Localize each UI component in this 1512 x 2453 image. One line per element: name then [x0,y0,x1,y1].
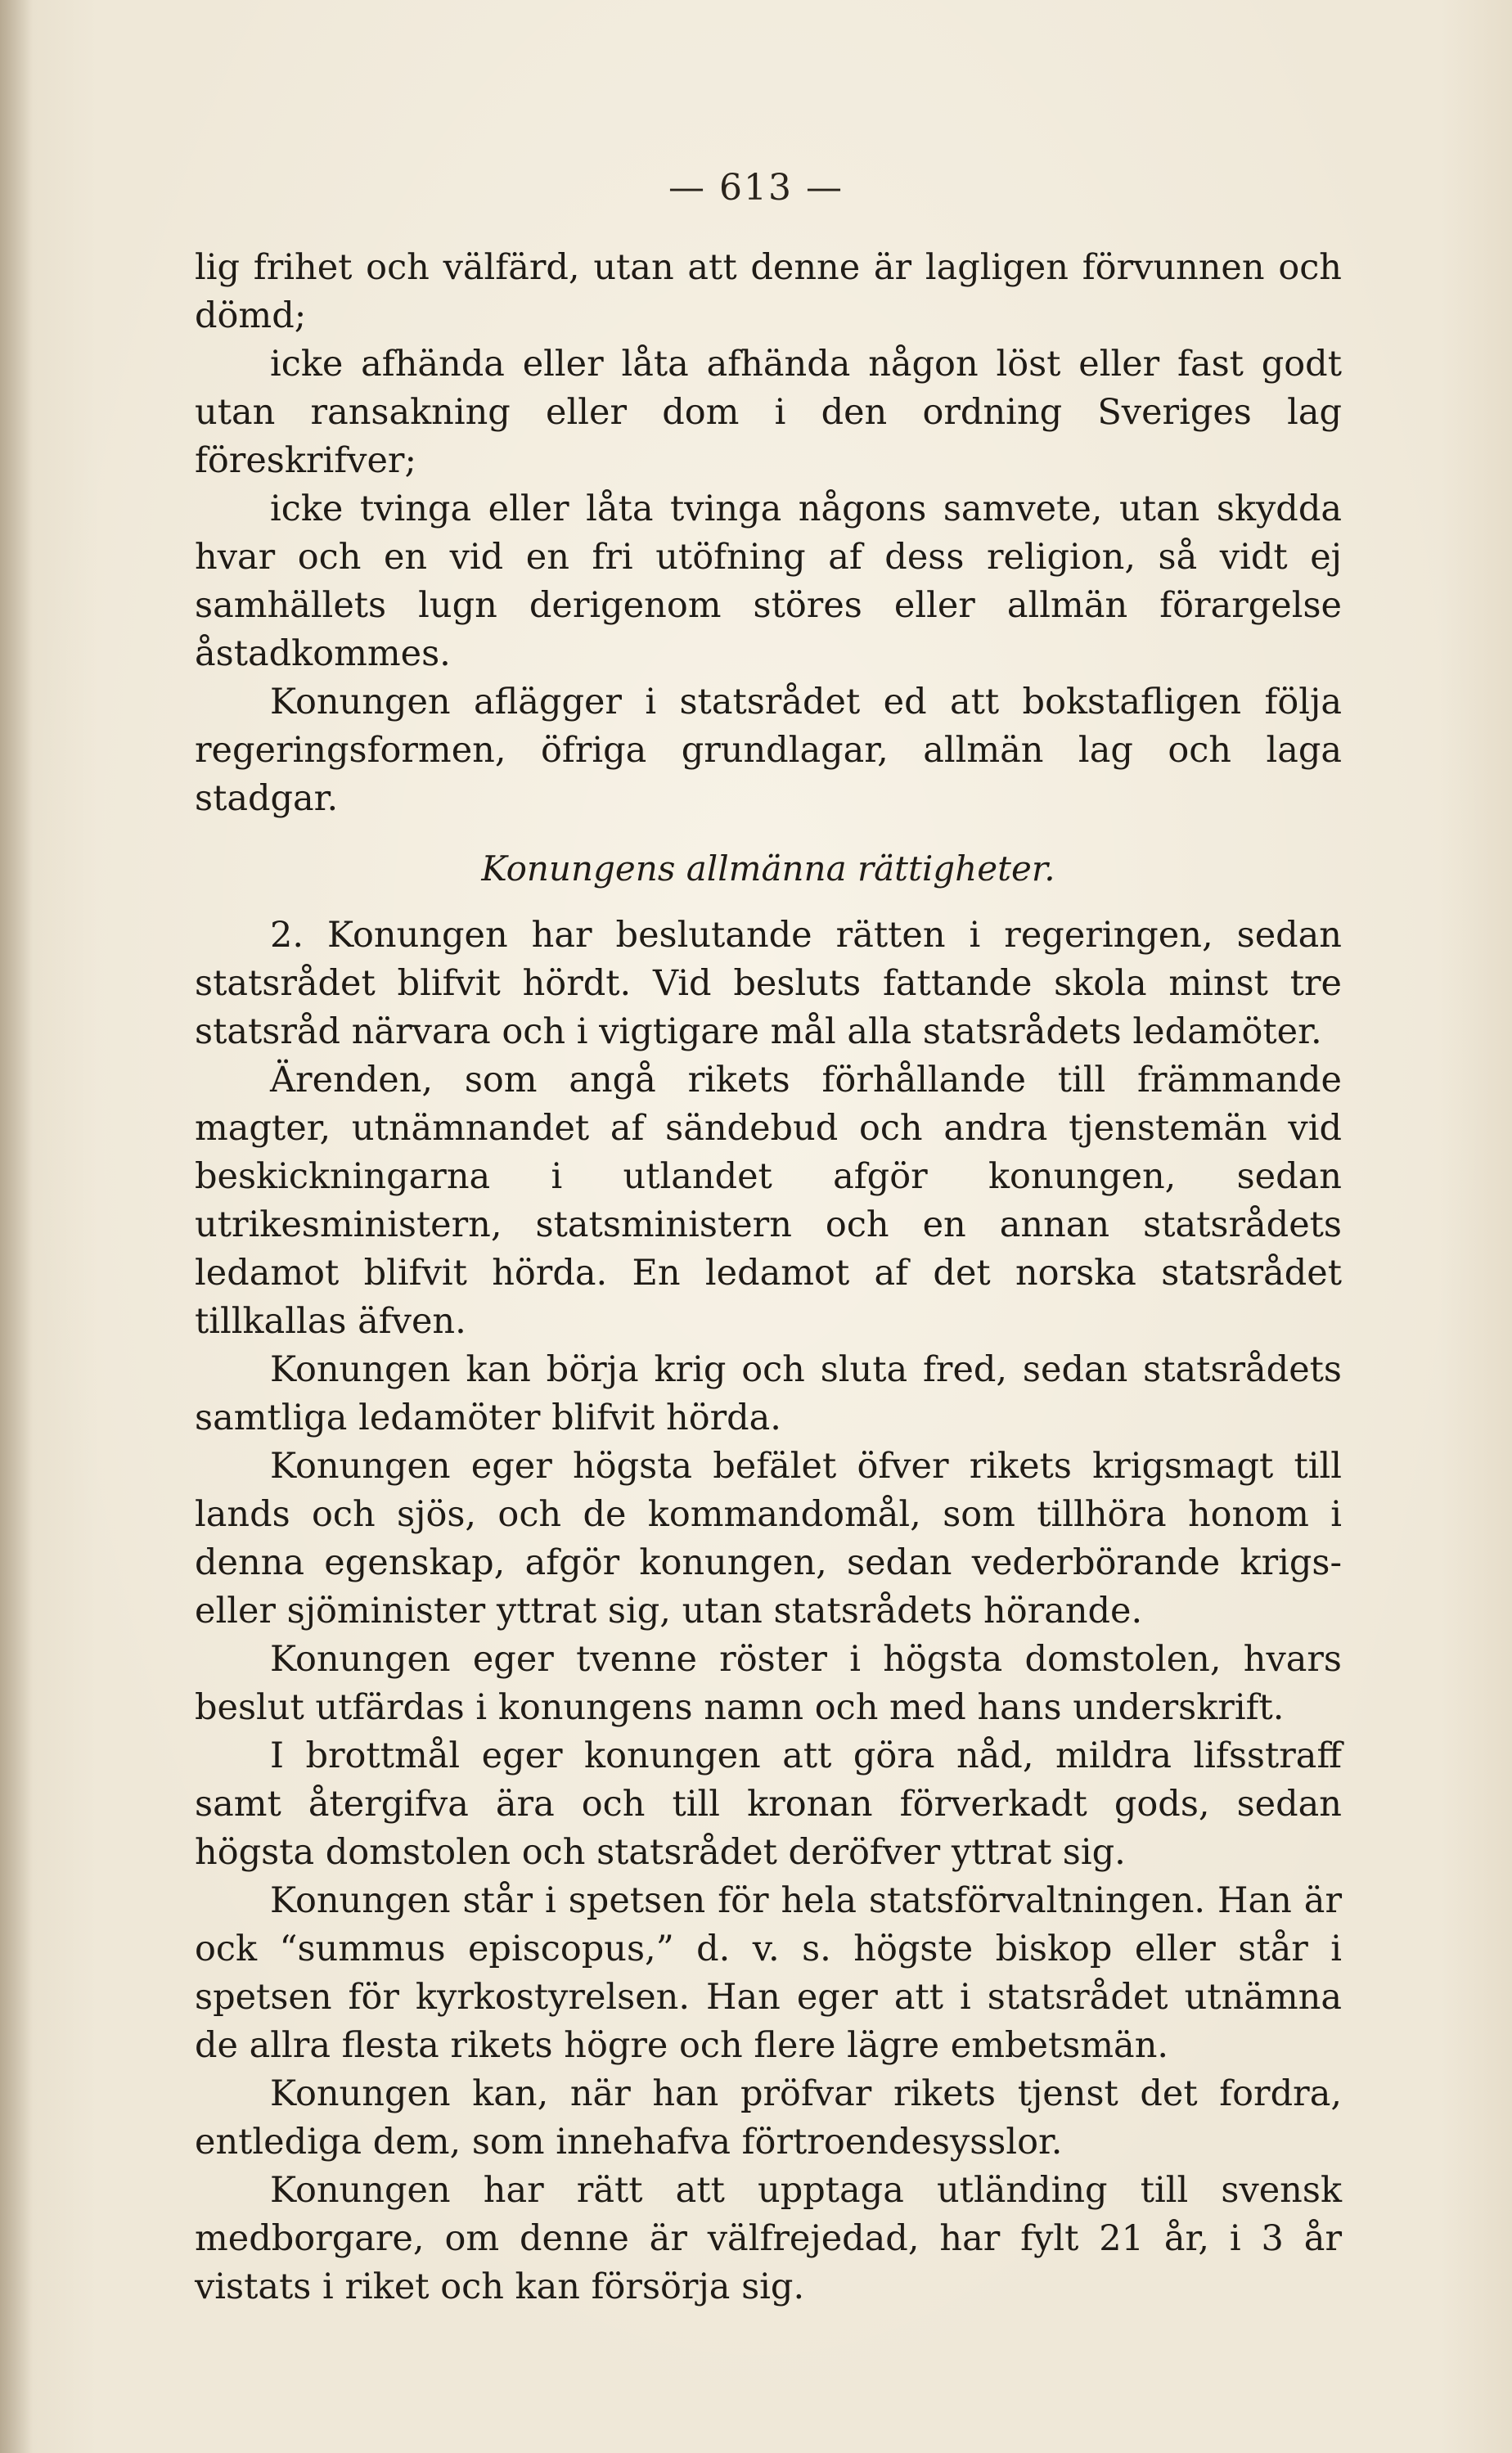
paragraph: Ärenden, som angå rikets förhållande till främmande magter, utnämnandet af sändebud och andra tjenstemän vid beskickningarna i utlandet afgör konungen, sedan utrikesministern, statsministern och en annan statsrådets ledamot blifvit hörda. En ledamot af det norska statsrådet tillkallas äfven. [195,1060,1342,1342]
section-heading: Konungens allmänna rättigheter. [481,848,1055,889]
paragraph: Konungen aflägger i statsrådet ed att bokstafligen följa regeringsformen, öfriga grundlagar, allmän lag och laga stadgar. [195,682,1342,819]
paragraph: I brottmål eger konungen att göra nåd, mildra lifsstraff samt återgifva ära och till kronan förverkadt gods, sedan högsta domstolen och statsrådet deröfver yttrat sig. [195,1735,1342,1873]
body-text [195,244,1342,2311]
paragraph: icke tvinga eller låta tvinga någons samvete, utan skydda hvar och en vid en fri utöfning af dess religion, så vidt ej samhällets lugn derigenom störes eller allmän förargelse åstadkommes. [195,488,1342,674]
paragraph: Konungen eger högsta befälet öfver rikets krigsmagt till lands och sjös, och de kommandomål, som tillhöra honom i denna egenskap, afgör konungen, sedan vederbörande krigs- eller sjöminister yttrat sig, utan statsrådets hörande. [195,1446,1342,1632]
page-spine-shadow [0,0,33,2453]
paragraph: Konungen kan börja krig och sluta fred, sedan statsrådets samtliga ledamöter blifvit hörda. [195,1349,1342,1438]
page-number: — 613 — [668,167,844,209]
paragraph: Konungen har rätt att upptaga utländing till svensk medborgare, om denne är välfrejedad, har fylt 21 år, i 3 år vistats i riket och kan försörja sig. [195,2170,1342,2307]
paragraph: icke afhända eller låta afhända någon löst eller fast godt utan ransakning eller dom i den ordning Sveriges lag föreskrifver; [195,344,1342,481]
paragraph: Konungen står i spetsen för hela statsförvaltningen. Han är ock “summus episcopus,” d. v. s. högste biskop eller står i spetsen för kyrkostyrelsen. Han eger att i statsrådet utnämna de allra flesta rikets högre och flere lägre embetsmän. [195,1880,1342,2066]
paragraph-continuation: lig frihet och välfärd, utan att denne är lagligen förvunnen och dömd; [195,247,1342,336]
paragraph: Konungen kan, när han pröfvar rikets tjenst det fordra, entlediga dem, som innehafva förtroendesysslor. [195,2073,1342,2163]
paragraph: Konungen eger tvenne röster i högsta domstolen, hvars beslut utfärdas i konungens namn och med hans underskrift. [195,1639,1342,1728]
paragraph: 2. Konungen har beslutande rätten i regeringen, sedan statsrådet blifvit hördt. Vid besluts fattande skola minst tre statsråd närvara och i vigtigare mål alla statsrådets ledamöter. [195,915,1342,1052]
